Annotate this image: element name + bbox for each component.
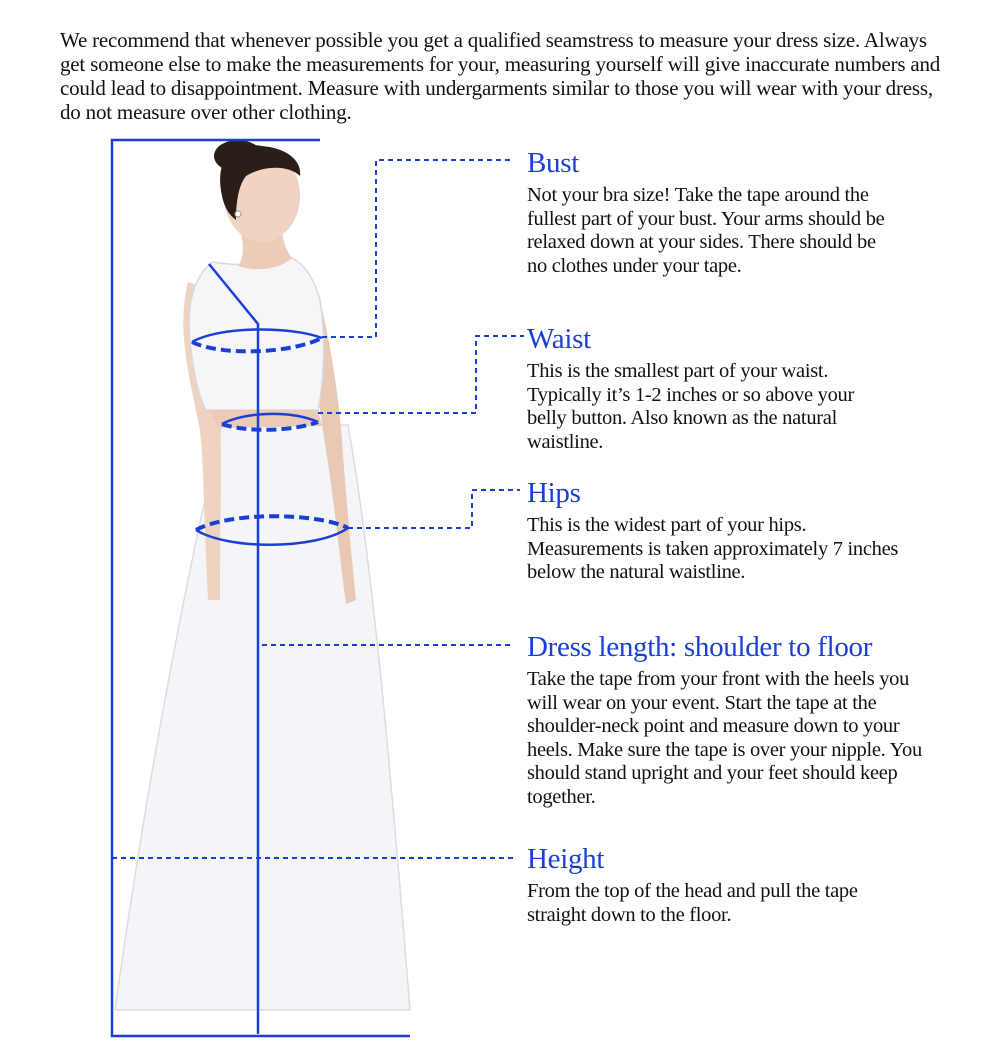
gown-skirt (115, 425, 410, 1010)
section-dress-length (527, 632, 947, 809)
height-description: From the top of the head and pull the tape straight down to the floor. (527, 880, 858, 926)
dress-length-description: Take the tape from your front with the heels you will wear on your event. Start the tape at the shoulder-neck point and measure down to your heels. Make sure the tape is over your nipple. You should stand upright and your feet should keep together. (527, 668, 922, 808)
height-title: Height (527, 843, 605, 875)
section-height (527, 844, 947, 927)
hips-description: This is the widest part of your hips. Measurements is taken approximately 7 inches below the natural waistline. (527, 514, 899, 583)
waist-description: This is the smallest part of your waist. Typically it’s 1-2 inches or so above your belly button. Also known as the natural waistline. (527, 360, 854, 453)
bust-leader (322, 160, 514, 337)
hair-bun (214, 140, 262, 172)
hips-leader (348, 490, 520, 528)
section-waist (527, 324, 947, 454)
waist-leader (318, 336, 524, 413)
intro-paragraph: We recommend that whenever possible you get a qualified seamstress to measure your dress size. Always get someone else to make the measurements for your, measuring yourself will give inaccurate numbers and could lead to disappointment. Measure with undergarments similar to those you will wear with your dress, do not measure over other clothing. (60, 28, 941, 124)
waist-title: Waist (527, 323, 591, 355)
bust-description: Not your bra size! Take the tape around the fullest part of your bust. Your arms should be relaxed down at your sides. There should be no clothes under your tape. (527, 184, 885, 277)
hips-title: Hips (527, 477, 581, 509)
earring (235, 211, 241, 217)
model-figure (115, 140, 410, 1010)
dress-length-title: Dress length: shoulder to floor (527, 631, 873, 663)
bust-title: Bust (527, 147, 579, 179)
section-bust (527, 148, 947, 278)
section-hips (527, 478, 947, 585)
